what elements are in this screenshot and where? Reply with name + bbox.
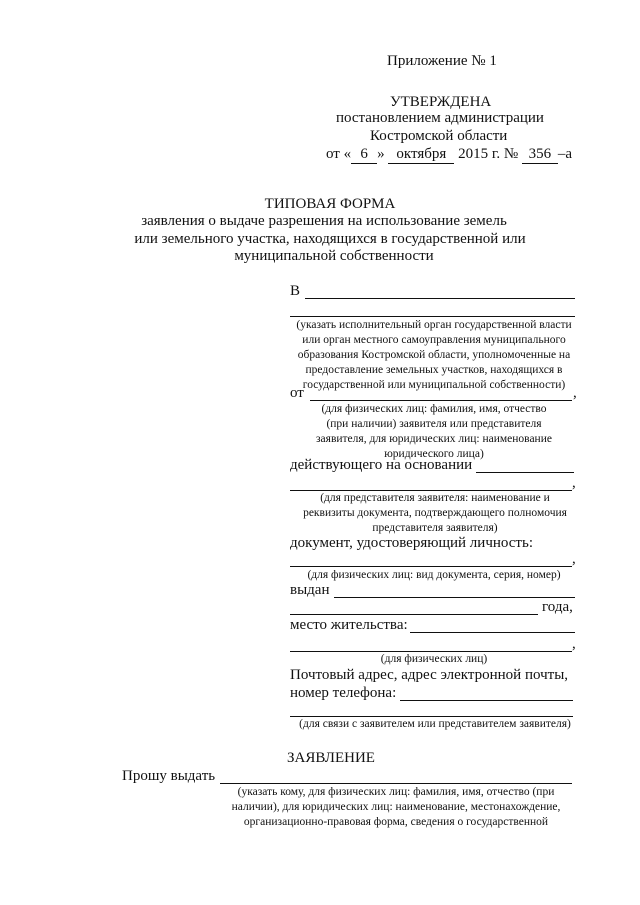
request-hint-3: организационно-правовая форма, сведения о государственной — [243, 816, 549, 828]
to-hint-4: предоставление земельных участков, находящихся в — [305, 364, 563, 376]
to-hint-1: (указать исполнительный орган государственной власти — [296, 319, 572, 331]
form-subtitle-line-3 — [0, 248, 640, 265]
postal-label: Почтовый адрес, адрес электронной почты, — [290, 667, 569, 683]
to-field-line-2[interactable] — [290, 316, 575, 317]
to-hint-5: государственной или муниципальной собственности) — [302, 379, 566, 391]
date-day: 6 — [351, 146, 377, 164]
request-hint-1: (указать кому, для физических лиц: фамилия, имя, отчество (при — [237, 786, 555, 798]
basis-comma: , — [572, 475, 576, 491]
resolution-date — [326, 146, 572, 164]
id-doc-hint — [284, 568, 584, 583]
issued-field-line-1[interactable] — [334, 597, 575, 598]
basis-field-line-1[interactable] — [476, 472, 574, 473]
request-label: Прошу выдать — [122, 768, 216, 784]
from-hint-2: (при наличии) заявителя или представителя — [326, 418, 542, 430]
residence-field-line-1[interactable] — [410, 632, 575, 633]
from-hint — [284, 402, 584, 462]
subtitle-2-text: или земельного участка, находящихся в государственной или — [134, 231, 526, 247]
to-hint-3: образования Костромской области, уполномоченные на — [297, 349, 571, 361]
from-field-line[interactable] — [310, 400, 572, 401]
id-doc-field-line[interactable] — [290, 566, 572, 567]
form-title-main: ТИПОВАЯ ФОРМА — [264, 196, 396, 212]
from-comma: , — [573, 385, 577, 401]
date-prefix: от « — [326, 146, 352, 162]
from-label: от — [290, 385, 304, 401]
contact-hint-text: (для связи с заявителем или представителем заявителя) — [299, 718, 571, 730]
subtitle-1-text: заявления о выдаче разрешения на использование земель — [141, 213, 507, 229]
issued-label: выдан — [290, 582, 330, 598]
year-label: года, — [542, 599, 573, 615]
resolution-line-1: постановлением администрации — [336, 110, 544, 126]
approved-label: УТВЕРЖДЕНА — [390, 94, 492, 110]
resolution-line-2: Костромской области — [370, 128, 508, 144]
basis-hint-2: реквизиты документа, подтверждающего полномочия — [303, 507, 567, 519]
to-hint — [284, 318, 584, 393]
basis-hint-3: представителя заявителя) — [372, 522, 498, 534]
basis-label: действующего на основании — [290, 457, 473, 473]
residence-label: место жительства: — [290, 617, 408, 633]
from-hint-4: юридического лица) — [384, 448, 484, 460]
contact-hint — [280, 717, 590, 732]
residence-hint-text: (для физических лиц) — [380, 653, 488, 665]
residence-comma: , — [572, 636, 576, 652]
date-suffix: –а — [557, 146, 573, 162]
phone-label: номер телефона: — [290, 685, 397, 701]
request-hint — [214, 785, 578, 830]
request-hint-2: наличии), для юридических лиц: наименование, местонахождение, — [231, 801, 561, 813]
to-hint-2: или орган местного самоуправления муниципального — [302, 334, 566, 346]
appendix-label: Приложение № 1 — [387, 53, 497, 69]
basis-hint — [280, 491, 590, 536]
basis-hint-1: (для представителя заявителя: наименование и — [320, 492, 550, 504]
from-hint-3: заявителя, для юридических лиц: наименование — [316, 433, 552, 445]
request-field-line[interactable] — [220, 783, 572, 784]
date-number: 356 — [522, 146, 558, 164]
date-month: октября — [388, 146, 454, 164]
to-label: В — [290, 283, 301, 299]
phone-field-line[interactable] — [400, 700, 573, 701]
form-subtitle-line-1 — [0, 213, 640, 230]
from-hint-1: (для физических лиц: фамилия, имя, отчество — [321, 403, 547, 415]
id-doc-comma: , — [572, 551, 576, 567]
form-subtitle-line-2 — [0, 231, 640, 248]
form-title — [0, 196, 640, 213]
date-close: » — [377, 146, 385, 162]
subtitle-3-text: муниципальной собственности — [234, 248, 434, 264]
date-year-text: 2015 г. № — [458, 146, 519, 162]
application-title: ЗАЯВЛЕНИЕ — [287, 750, 375, 766]
residence-hint — [284, 652, 584, 667]
id-doc-label: документ, удостоверяющий личность: — [290, 535, 533, 551]
issued-field-line-2[interactable] — [290, 614, 538, 615]
to-field-line-1[interactable] — [305, 298, 575, 299]
id-doc-hint-text: (для физических лиц: вид документа, серия, номер) — [307, 569, 561, 581]
